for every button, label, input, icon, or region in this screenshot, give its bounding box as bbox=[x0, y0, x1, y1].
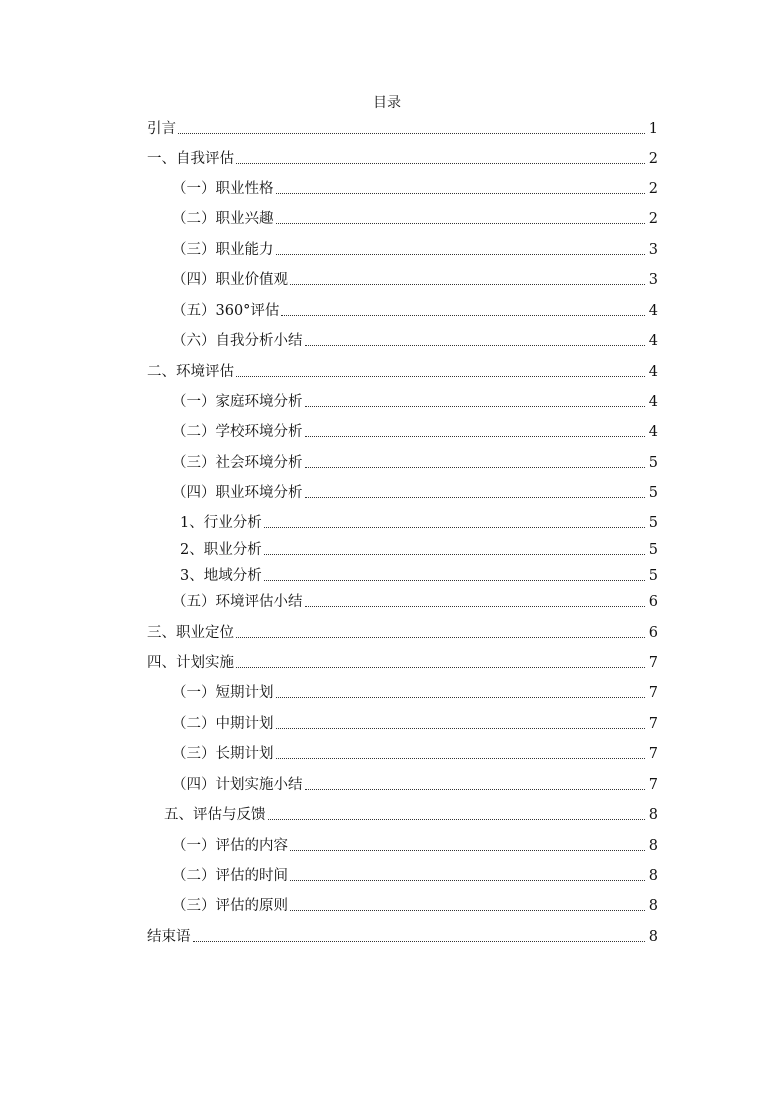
dot-leader bbox=[276, 223, 646, 224]
dot-leader bbox=[305, 467, 646, 468]
toc-entry-subsection[interactable] bbox=[172, 591, 658, 613]
toc-entry-label: 3、地域分析 bbox=[180, 568, 262, 584]
toc-entry-subsection[interactable] bbox=[172, 865, 658, 887]
dot-leader bbox=[193, 941, 646, 942]
dot-leader bbox=[264, 527, 645, 528]
toc-entry-page: 5 bbox=[648, 542, 658, 558]
toc-entry-page: 5 bbox=[648, 455, 658, 471]
toc-entry-subsection[interactable] bbox=[172, 391, 658, 413]
toc-entry-section[interactable] bbox=[147, 361, 658, 383]
toc-entry-page: 8 bbox=[648, 838, 658, 854]
dot-leader bbox=[276, 697, 646, 698]
toc-entry-label: （三）社会环境分析 bbox=[172, 455, 303, 471]
toc-entry-label: （三）长期计划 bbox=[172, 746, 274, 762]
dot-leader bbox=[305, 406, 646, 407]
toc-entry-section[interactable] bbox=[164, 804, 658, 826]
toc-entry-page: 6 bbox=[648, 625, 658, 641]
toc-entry-subsection[interactable] bbox=[172, 895, 658, 917]
dot-leader bbox=[290, 880, 645, 881]
toc-entry-page: 5 bbox=[648, 485, 658, 501]
dot-leader bbox=[276, 758, 646, 759]
toc-entry-subsection[interactable] bbox=[172, 178, 658, 200]
toc-entry-subsection[interactable] bbox=[172, 713, 658, 735]
toc-entry-label: （四）职业环境分析 bbox=[172, 485, 303, 501]
toc-entry-page: 4 bbox=[648, 364, 658, 380]
dot-leader bbox=[276, 193, 646, 194]
dot-leader bbox=[236, 376, 645, 377]
toc-entry-label: （五）环境评估小结 bbox=[172, 594, 303, 610]
toc-entry-label: 2、职业分析 bbox=[180, 542, 262, 558]
toc-entry-subsection[interactable] bbox=[172, 835, 658, 857]
toc-entry-label: （三）职业能力 bbox=[172, 242, 274, 258]
dot-leader bbox=[264, 580, 645, 581]
dot-leader bbox=[236, 163, 645, 164]
toc-entry-subsection[interactable] bbox=[172, 743, 658, 765]
toc-entry-label: （二）中期计划 bbox=[172, 716, 274, 732]
toc-entry-section[interactable] bbox=[147, 622, 658, 644]
dot-leader bbox=[236, 667, 645, 668]
toc-entry-subsection[interactable] bbox=[172, 330, 658, 352]
toc-entry-label: （二）评估的时间 bbox=[172, 868, 288, 884]
toc-entry-section[interactable] bbox=[147, 652, 658, 674]
toc-entry-subsection[interactable] bbox=[172, 421, 658, 443]
toc-entry-label: （二）学校环境分析 bbox=[172, 424, 303, 440]
toc-entry-subsection[interactable] bbox=[172, 269, 658, 291]
toc-entry-label: 结束语 bbox=[147, 929, 191, 945]
dot-leader bbox=[290, 910, 645, 911]
toc-entry-label: 引言 bbox=[147, 121, 176, 137]
toc-entry-page: 2 bbox=[648, 181, 658, 197]
toc-entry-page: 4 bbox=[648, 424, 658, 440]
toc-entry-label: 1、行业分析 bbox=[180, 515, 262, 531]
toc-entry-page: 2 bbox=[648, 151, 658, 167]
toc-entry-label: 五、评估与反馈 bbox=[164, 807, 266, 823]
toc-entry-subsection[interactable] bbox=[172, 208, 658, 230]
toc-entry-label: （六）自我分析小结 bbox=[172, 333, 303, 349]
toc-entry-page: 5 bbox=[648, 515, 658, 531]
dot-leader bbox=[305, 345, 646, 346]
toc-entry-item[interactable] bbox=[180, 539, 658, 561]
toc-entry-subsection[interactable] bbox=[172, 239, 658, 261]
toc-entry-section[interactable] bbox=[147, 148, 658, 170]
toc-entry-label: 二、环境评估 bbox=[147, 364, 234, 380]
dot-leader bbox=[178, 133, 645, 134]
toc-title: 目录 bbox=[373, 95, 401, 111]
toc-entry-label: （一）职业性格 bbox=[172, 181, 274, 197]
toc-entry-page: 4 bbox=[648, 394, 658, 410]
dot-leader bbox=[290, 284, 645, 285]
toc-entry-page: 6 bbox=[648, 594, 658, 610]
toc-entry-page: 7 bbox=[648, 716, 658, 732]
toc-entry-intro[interactable] bbox=[147, 118, 658, 140]
toc-entry-page: 1 bbox=[648, 121, 658, 137]
toc-entry-page: 7 bbox=[648, 746, 658, 762]
toc-entry-page: 7 bbox=[648, 655, 658, 671]
toc-entry-conclusion[interactable] bbox=[147, 926, 658, 948]
dot-leader bbox=[305, 606, 646, 607]
toc-entry-page: 8 bbox=[648, 807, 658, 823]
toc-entry-page: 8 bbox=[648, 898, 658, 914]
toc-entry-label: （一）评估的内容 bbox=[172, 838, 288, 854]
dot-leader bbox=[290, 850, 645, 851]
toc-entry-label: （五）360°评估 bbox=[172, 303, 280, 319]
toc-entry-subsection[interactable] bbox=[172, 452, 658, 474]
toc-entry-page: 8 bbox=[648, 929, 658, 945]
toc-entry-page: 4 bbox=[648, 303, 658, 319]
toc-entry-label: （四）职业价值观 bbox=[172, 272, 288, 288]
toc-entry-subsection[interactable] bbox=[172, 482, 658, 504]
toc-entry-page: 8 bbox=[648, 868, 658, 884]
toc-entry-item[interactable] bbox=[180, 512, 658, 534]
toc-entry-label: （二）职业兴趣 bbox=[172, 211, 274, 227]
dot-leader bbox=[281, 315, 645, 316]
dot-leader bbox=[305, 436, 646, 437]
toc-entry-page: 2 bbox=[648, 211, 658, 227]
toc-entry-page: 5 bbox=[648, 568, 658, 584]
toc-entry-label: （三）评估的原则 bbox=[172, 898, 288, 914]
dot-leader bbox=[276, 728, 646, 729]
toc-entry-page: 3 bbox=[648, 242, 658, 258]
dot-leader bbox=[236, 637, 645, 638]
toc-entry-page: 7 bbox=[648, 777, 658, 793]
toc-entry-label: 四、计划实施 bbox=[147, 655, 234, 671]
toc-entry-label: （一）家庭环境分析 bbox=[172, 394, 303, 410]
toc-entry-label: 一、自我评估 bbox=[147, 151, 234, 167]
dot-leader bbox=[264, 554, 645, 555]
toc-entry-page: 3 bbox=[648, 272, 658, 288]
dot-leader bbox=[268, 819, 646, 820]
toc-entry-subsection[interactable] bbox=[172, 774, 658, 796]
toc-entry-label: （一）短期计划 bbox=[172, 685, 274, 701]
toc-entry-item[interactable] bbox=[180, 565, 658, 587]
dot-leader bbox=[276, 254, 646, 255]
toc-entry-page: 4 bbox=[648, 333, 658, 349]
toc-entry-page: 7 bbox=[648, 685, 658, 701]
toc-entry-label: 三、职业定位 bbox=[147, 625, 234, 641]
dot-leader bbox=[305, 789, 646, 790]
toc-entry-subsection[interactable] bbox=[172, 300, 658, 322]
toc-entry-subsection[interactable] bbox=[172, 682, 658, 704]
toc-entry-label: （四）计划实施小结 bbox=[172, 777, 303, 793]
dot-leader bbox=[305, 497, 646, 498]
